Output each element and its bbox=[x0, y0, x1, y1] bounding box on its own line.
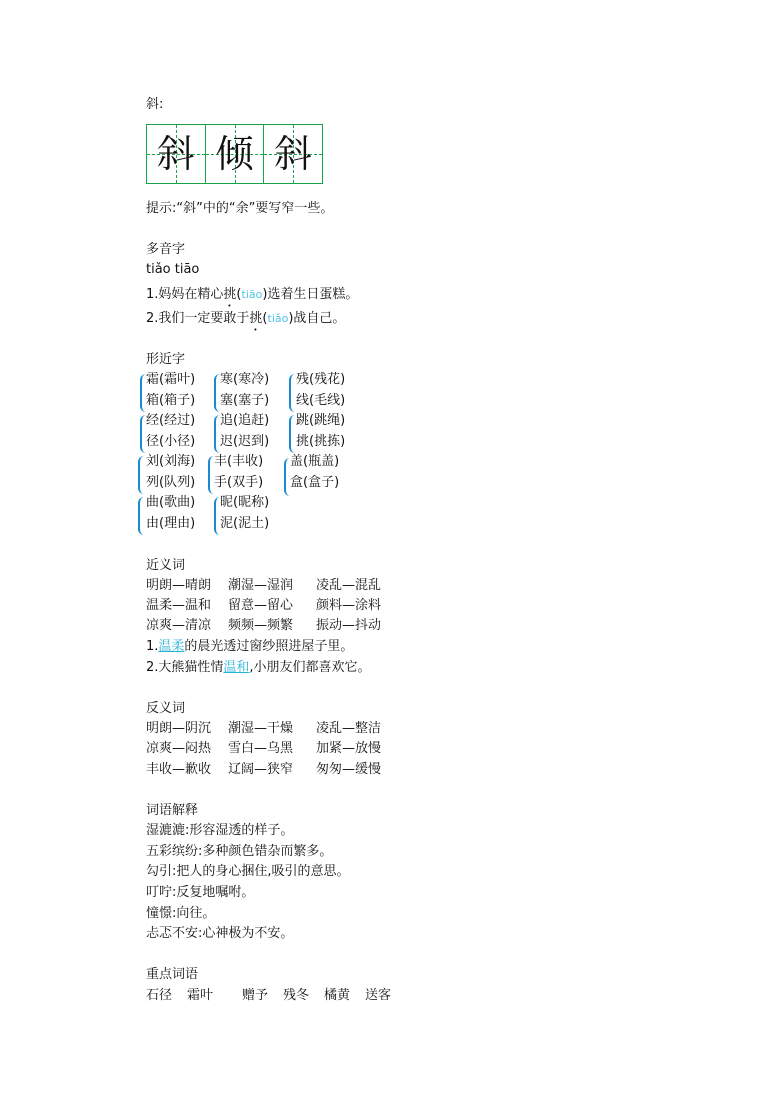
similar-group: 丰(丰收) 手(双手) bbox=[214, 454, 264, 490]
glossary-item: 叮咛:反复地嘱咐。 bbox=[146, 885, 255, 900]
similar-group: 刘(刘海) 列(队列) 曲(歌曲) 由(理由) bbox=[146, 454, 196, 531]
glossary-item: 勾引:把人的身心捆住,吸引的意思。 bbox=[146, 864, 350, 879]
writing-grid bbox=[146, 124, 322, 184]
keywords-heading: 重点词语 bbox=[146, 967, 199, 982]
polyphone-pinyin: tiǎo tiāo bbox=[146, 262, 200, 277]
polyphone-heading: 多音字 bbox=[146, 242, 186, 257]
synonym-row: 明朗—晴朗 潮湿—湿润 凌乱—混乱 bbox=[146, 578, 382, 593]
glossary-heading: 词语解释 bbox=[146, 803, 199, 818]
grid-cell: 斜 bbox=[146, 124, 206, 184]
grid-cell: 斜 bbox=[263, 124, 323, 184]
glossary-item: 憧憬:向往。 bbox=[146, 906, 216, 921]
synonym-row: 温柔—温和 留意—留心 颜料—涂料 bbox=[146, 598, 382, 613]
antonym-row: 丰收—歉收 辽阔—狭窄 匆匆—缓慢 bbox=[146, 762, 382, 777]
antonyms-heading: 反义词 bbox=[146, 701, 186, 716]
antonym-row: 明朗—阴沉 潮湿—干燥 凌乱—整洁 bbox=[146, 721, 382, 736]
synonym-link[interactable]: 温柔 bbox=[158, 639, 185, 654]
similar-group: 霜(霜叶) 箱(箱子) bbox=[146, 372, 196, 408]
polyphone-sentence-1: 1.妈妈在精心挑(tiāo)选着生日蛋糕。 bbox=[146, 287, 359, 302]
keywords-row: 石径 霜叶 赠予 残冬 橘黄 送客 bbox=[146, 988, 392, 1003]
antonym-row: 凉爽—闷热 雪白—乌黑 加紧—放慢 bbox=[146, 741, 382, 756]
synonym-row: 凉爽—清凉 频频—频繁 振动—抖动 bbox=[146, 618, 382, 633]
glossary-item: 湿漉漉:形容湿透的样子。 bbox=[146, 823, 294, 838]
glossary-item: 忐忑不安:心神极为不安。 bbox=[146, 926, 294, 941]
similar-group: 昵(昵称) 泥(泥土) bbox=[220, 495, 270, 531]
similar-heading: 形近字 bbox=[146, 352, 186, 367]
grid-cell: 倾 bbox=[205, 124, 265, 184]
char-label: 斜: bbox=[146, 97, 164, 112]
hint-text: 提示:“斜”中的“余”要写窄一些。 bbox=[146, 201, 334, 216]
similar-group: 经(经过) 径(小径) bbox=[146, 413, 196, 449]
synonym-example-2: 2.大熊猫性情温和,小朋友们都喜欢它。 bbox=[146, 660, 371, 675]
synonym-example-1: 1.温柔的晨光透过窗纱照进屋子里。 bbox=[146, 639, 354, 654]
similar-group: 追(追赶) 迟(迟到) bbox=[220, 413, 270, 449]
synonyms-heading: 近义词 bbox=[146, 558, 186, 573]
similar-group: 盖(瓶盖) 盒(盒子) bbox=[290, 454, 340, 490]
glossary-item: 五彩缤纷:多种颜色错杂而繁多。 bbox=[146, 844, 333, 859]
synonym-link[interactable]: 温和 bbox=[223, 660, 250, 675]
similar-group: 跳(跳绳) 挑(挑拣) bbox=[296, 413, 346, 449]
polyphone-sentence-2: 2.我们一定要敢于挑(tiǎo)战自己。 bbox=[146, 311, 346, 326]
similar-group: 寒(寒冷) 塞(塞子) bbox=[220, 372, 270, 408]
similar-group: 残(残花) 线(毛线) bbox=[296, 372, 346, 408]
